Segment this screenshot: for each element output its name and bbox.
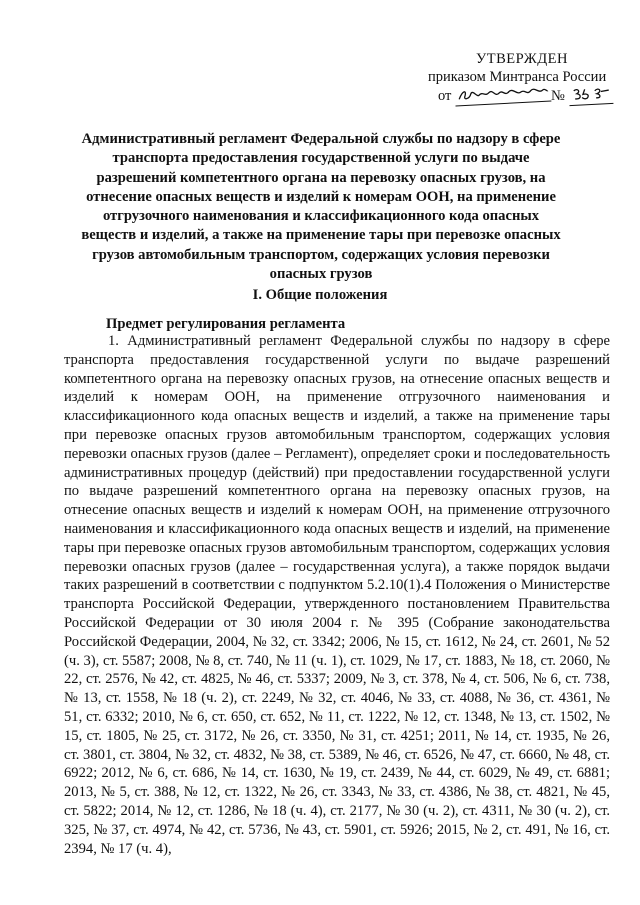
approval-order-line: приказом Минтранса России	[428, 69, 607, 85]
subsection-heading: Предмет регулирования регламента	[106, 316, 346, 332]
handwritten-number	[568, 85, 613, 106]
handwritten-date-signature	[457, 84, 550, 103]
date-prefix: от	[438, 88, 452, 104]
section-heading: I. Общие положения	[252, 287, 388, 303]
handwritten-number-signature	[570, 85, 611, 101]
document-title: Административный регламент Федеральной службы по надзору в сфере транспорта предоставления государственной услуги по выдаче разрешений компетентного органа на перевозку опасных грузов, на отнесение опасных веществ и изделий к номерам ООН, на применение отгрузочного наименования и классификационного кода опасных веществ и изделий, а также на применение тары при перевозке опасных грузов автомобильным транспортом, содержащих условия перевозки опасных грузов	[81, 131, 561, 283]
handwritten-date	[455, 84, 552, 107]
approval-stamp	[420, 50, 620, 105]
paragraph-1: 1. Административный регламент Федеральной службы по надзору в сфере транспорта предоставления государственной услуги по выдаче разрешений компетентного органа на перевозку опасных грузов, на отнесение опасных веществ и изделий к номерам ООН, на применение отгрузочного наименования и классификационного кода опасных веществ и изделий, а также на применение тары при перевозке опасных грузов автомобильным транспортом, содержащих условия перевозки опасных грузов (далее – Регламент), определяет сроки и последовательность административных процедур (действий) при предоставлении государственной услуги по выдаче разрешений компетентного органа на перевозку опасных грузов, на отнесение опасных веществ и изделий к номерам ООН, на применение отгрузочного наименования и классификационного кода опасных веществ и изделий, на применение тары при перевозке опасных грузов автомобильным транспортом, содержащих условия перевозки опасных грузов (далее – государственная услуга), а также порядок выдачи таких разрешений в соответствии с подпунктом 5.2.10(1).4 Положения о Министерстве транспорта Российской Федерации, утвержденного постановлением Правительства Российской Федерации от 30 июля 2004 г. № 395 (Собрание законодательства Российской Федерации, 2004, № 32, ст. 3342; 2006, № 15, ст. 1612, № 24, ст. 2601, № 52 (ч. 3), ст. 5587; 2008, № 8, ст. 740, № 11 (ч. 1), ст. 1029, № 17, ст. 1883, № 18, ст. 2060, № 22, ст. 2576, № 42, ст. 4825, № 46, ст. 5337; 2009, № 3, ст. 378, № 4, ст. 506, № 6, ст. 738, № 13, ст. 1558, № 18 (ч. 2), ст. 2249, № 32, ст. 4046, № 33, ст. 4088, № 36, ст. 4361, № 51, ст. 6332; 2010, № 6, ст. 650, ст. 652, № 11, ст. 1222, № 12, ст. 1348, № 13, ст. 1502, № 15, ст. 1805, № 25, ст. 3172, № 26, ст. 3350, № 31, ст. 4251; 2011, № 14, ст. 1935, № 26, ст. 3801, ст. 3804, № 32, ст. 4832, № 38, ст. 5389, № 46, ст. 6526, № 47, ст. 6660, № 48, ст. 6922; 2012, № 6, ст. 686, № 14, ст. 1630, № 19, ст. 2439, № 44, ст. 6029, № 49, ст. 6881; 2013, № 5, ст. 388, № 12, ст. 1322, № 26, ст. 3343, № 33, ст. 4386, № 38, ст. 4821, № 45, ст. 5822; 2014, № 12, ст. 1286, № 18 (ч. 4), ст. 2177, № 30 (ч. 2), ст. 4311, № 30 (ч. 2), ст. 325, № 37, ст. 4974, № 42, ст. 5736, № 43, ст. 5901, ст. 5926; 2015, № 2, ст. 491, № 16, ст. 2394, № 17 (ч. 4),	[64, 333, 610, 857]
number-sign: №	[551, 88, 565, 104]
approval-title: УТВЕРЖДЕН	[476, 51, 568, 67]
approval-date-line	[420, 86, 620, 105]
